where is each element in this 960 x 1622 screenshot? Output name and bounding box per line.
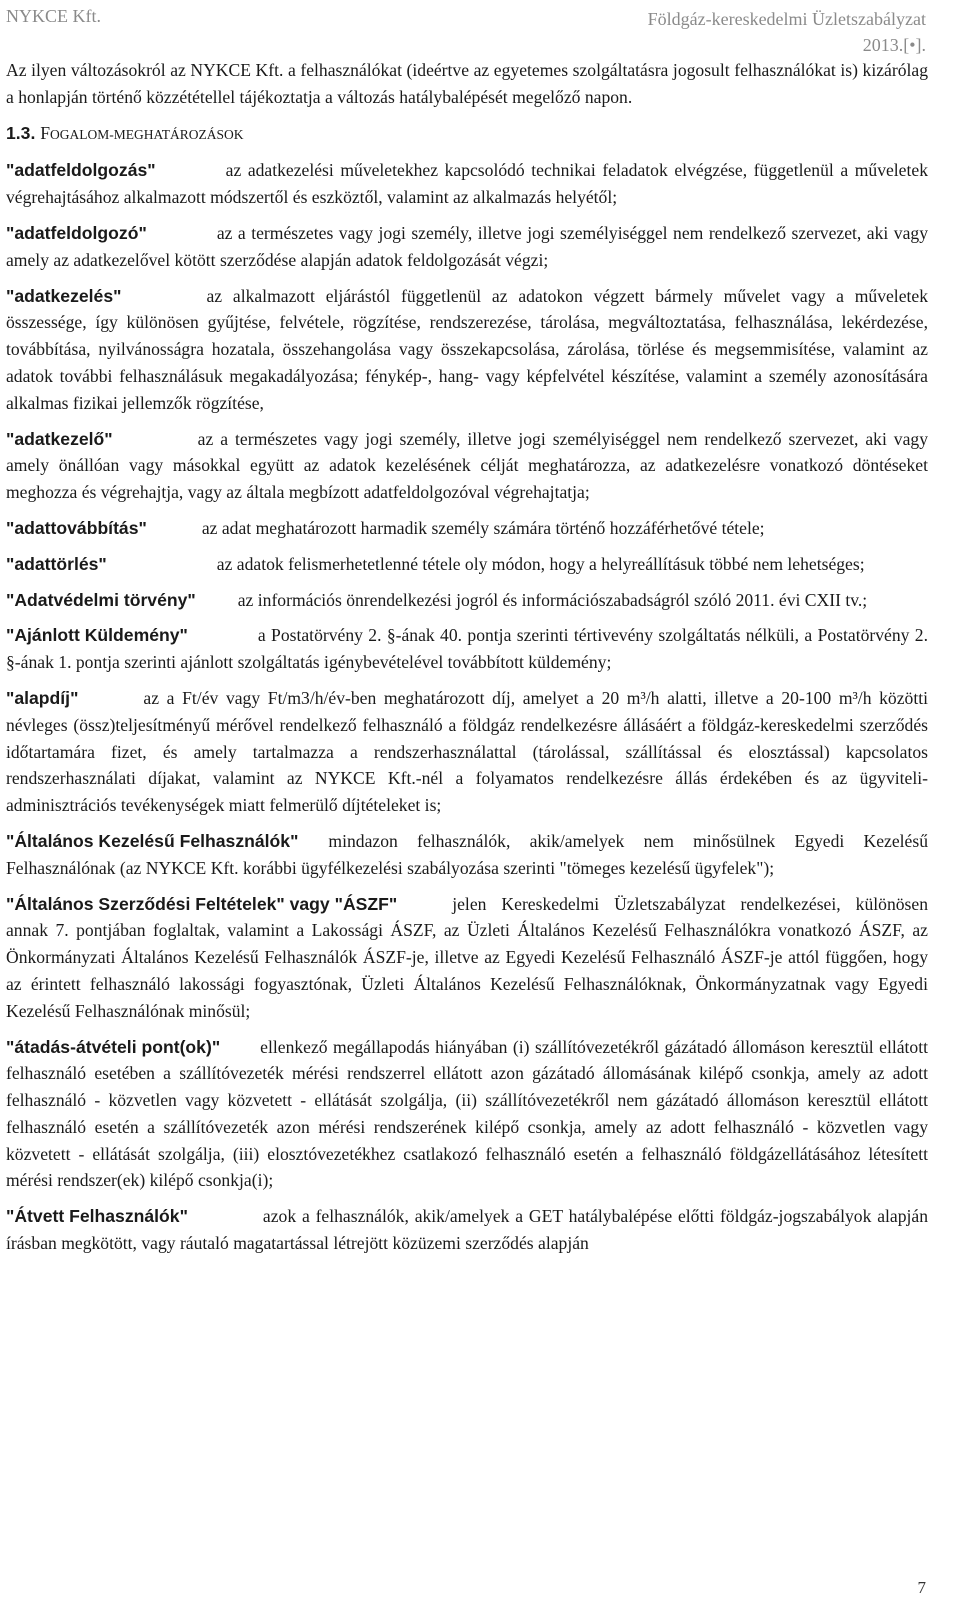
definition-term: "Ajánlott Küldemény" bbox=[6, 625, 188, 646]
definition-term: "adattovábbítás" bbox=[6, 517, 147, 538]
header-date-line: 2013.[•]. bbox=[862, 35, 926, 55]
definition-term: "adatkezelő" bbox=[6, 428, 113, 449]
header-title-line: Földgáz-kereskedelmi Üzletszabályzat bbox=[647, 9, 926, 29]
definition-term: "adatfeldolgozó" bbox=[6, 222, 147, 243]
intro-paragraph: Az ilyen változásokról az NYKCE Kft. a felhasználókat (ideértve az egyetemes szolgáltatásra jogosult felhasználókat is) kizárólag a honlapján történő közzététellel tájékoztatja a változás hatálybalépését megelőző napon. bbox=[6, 60, 928, 107]
definition-text: jelen Kereskedelmi Üzletszabályzat rendelkezései, különösen annak 7. pontjában foglaltak, valamint a Lakossági ÁSZF, az Üzleti Általános Kezelésű Felhasználókra vonatkozó ÁSZF, az Önkormányzati Általános Kezelésű Felhasználók ÁSZF-je, illetve az Egyedi Kezelésű Felhasználó ÁSZF-je attól függően, hogy az érintett felhasználó lakossági fogyasztónak, Üzleti Általános Kezelésű Felhasználóknak, Önkormányzatnak vagy Egyedi Kezelésű Felhasználónak minősül; bbox=[6, 893, 928, 1021]
definition-term: "Általános Kezelésű Felhasználók" bbox=[6, 830, 299, 851]
definition-entry bbox=[6, 1034, 928, 1195]
definition-term: "Adatvédelmi törvény" bbox=[6, 589, 196, 610]
header-company: NYKCE Kft. bbox=[6, 6, 101, 26]
definition-text: az a természetes vagy jogi személy, illetve jogi személyiséggel nem rendelkező szervezet, aki vagy amely önállóan vagy másokkal együtt az adatok kezelésének célját meghatározza, az adatkezelésre vonatkozó döntéseket meghozza és végrehajtja, vagy az általa megbízott adatfeldolgozóval végrehajtatja; bbox=[6, 428, 928, 503]
definition-list bbox=[6, 157, 928, 1256]
definition-entry bbox=[6, 587, 928, 614]
definition-entry bbox=[6, 426, 928, 506]
definition-entry bbox=[6, 622, 928, 676]
definition-entry bbox=[6, 515, 928, 542]
definition-text: az a Ft/év vagy Ft/m3/h/év-ben meghatározott díj, amelyet a 20 m³/h alatti, illetve a 20-100 m³/h közötti névleges (össz)teljesítményű mérővel rendelkező felhasználó a földgáz rendelkezésre állásáért a földgáz-kereskedelmi szerződés időtartamára fizet, és amely tartalmazza a rendszerhasználattal (tárolással, szállítással és elosztással) kapcsolatos rendszerhasználati díjakat, valamint az NYKCE Kft.-nél a folyamatos rendelkezésre állás érdekében és az ügyviteli-adminisztrációs tevékenységek miatt felmerülő díjtételeket is; bbox=[6, 687, 928, 816]
definition-text: mindazon felhasználók, akik/amelyek nem minősülnek Egyedi Kezelésű Felhasználónak (az NYKCE Kft. korábbi ügyfélkezelési szabályozása szerinti "tömeges kezelésű ügyfelek"); bbox=[6, 830, 928, 878]
definition-entry bbox=[6, 891, 928, 1025]
definition-text: azok a felhasználók, akik/amelyek a GET hatálybalépése előtti földgáz-jogszabályok alapján írásban megkötött, vagy ráutaló magatartással létrejött közüzemi szerződés alapján bbox=[6, 1206, 928, 1254]
header-document-title bbox=[648, 6, 926, 58]
document-body bbox=[6, 57, 928, 1266]
definition-text: az adatkezelési műveletekhez kapcsolódó technikai feladatok elvégzése, függetlenül a műveletek végrehajtásához alkalmazott módszertől és eszköztől, valamint az alkalmazás helyétől; bbox=[6, 160, 928, 208]
section-title bbox=[40, 123, 243, 143]
definition-text: az információs önrendelkezési jogról és információszabadságról szóló 2011. évi CXII tv.; bbox=[237, 589, 868, 610]
section-heading bbox=[6, 120, 928, 149]
definition-term: "Általános Szerződési Feltételek" vagy "ÁSZF" bbox=[6, 893, 398, 914]
definition-text: az a természetes vagy jogi személy, illetve jogi személyiséggel nem rendelkező szervezet, aki vagy amely az adatkezelővel kötött szerződése alapján adatok feldolgozását végzi; bbox=[6, 222, 928, 270]
definition-text: a Postatörvény 2. §-ának 40. pontja szerinti tértivevény szolgáltatás nélküli, a Postatörvény 2. §-ának 1. pontja szerinti ajánlott szolgáltatás igénybevételével továbbított küldemény; bbox=[6, 625, 928, 673]
section-title-rest: OGALOM-MEGHATÁROZÁSOK bbox=[50, 126, 244, 142]
definition-text: az alkalmazott eljárástól függetlenül az adatokon végzett bármely művelet vagy a műveletek összessége, így különösen gyűjtése, felvétele, rögzítése, rendszerezése, tárolása, megváltoztatása, felhasználása, lekérdezése, továbbítása, nyilvánosságra hozatala, összehangolása vagy összekapcsolása, zárolása, törlése és megsemmisítése, valamint az adatok további felhasználásuk megakadályozása; fénykép-, hang- vagy képfelvétel készítése, valamint a személy azonosítására alkalmas fizikai jellemzők rögzítése, bbox=[6, 285, 928, 413]
definition-entry bbox=[6, 551, 928, 578]
section-title-initial: F bbox=[40, 122, 51, 143]
definition-term: "adattörlés" bbox=[6, 553, 107, 574]
definition-term: "adatkezelés" bbox=[6, 285, 122, 306]
definition-entry bbox=[6, 220, 928, 274]
definition-entry bbox=[6, 1203, 928, 1257]
definition-entry bbox=[6, 157, 928, 211]
definition-entry bbox=[6, 283, 928, 417]
definition-text: az adat meghatározott harmadik személy számára történő hozzáférhetővé tétele; bbox=[201, 517, 765, 538]
definition-term: "adatfeldolgozás" bbox=[6, 160, 156, 181]
definition-term: "Átvett Felhasználók" bbox=[6, 1206, 188, 1227]
definition-term: "alapdíj" bbox=[6, 687, 79, 708]
definition-entry bbox=[6, 685, 928, 819]
definition-term: "átadás-átvételi pont(ok)" bbox=[6, 1036, 221, 1057]
definition-text: ellenkező megállapodás hiányában (i) szállítóvezetékről gázátadó állomáson keresztül ellátott felhasználó esetében a szállítóvezeték mérési rendszerrel ellátott azon gázátadó állomásának kilépő csonkja, amely az adott felhasználó - közvetlen vagy közvetett - ellátását szolgálja, (ii) szállítóvezetékről nem gázátadó állomáson keresztül ellátott felhasználó esetén a szállítóvezeték azon mérési rendszerének kilépő csonkja, amely az adott felhasználó - közvetlen vagy közvetett - ellátását szolgálja, (iii) elosztóvezetékhez csatlakozó felhasználó esetén a felhasználó földgázellátásához létesített mérési rendszer(ek) kilépő csonkja(i); bbox=[6, 1036, 928, 1191]
section-number: 1.3. bbox=[6, 122, 36, 143]
definition-text: az adatok felismerhetetlenné tétele oly módon, hogy a helyreállításuk többé nem lehetséges; bbox=[216, 553, 865, 574]
definition-entry bbox=[6, 828, 928, 882]
page-number: 7 bbox=[917, 1578, 926, 1597]
